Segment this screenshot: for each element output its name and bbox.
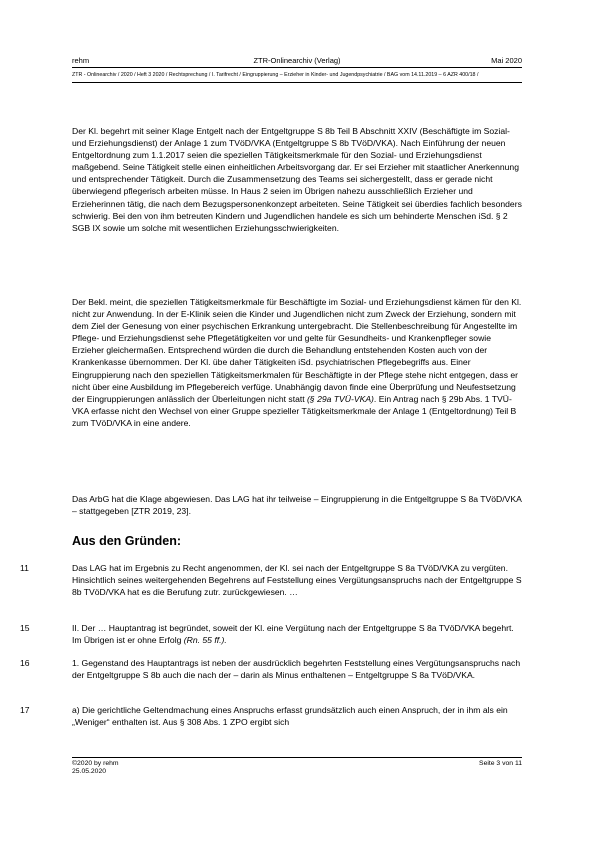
footer-copyright bbox=[72, 760, 119, 777]
numbered-paragraph-reference: (Rn. 55 ff.). bbox=[183, 635, 227, 646]
numbered-paragraph bbox=[72, 562, 522, 598]
numbered-paragraph bbox=[72, 704, 522, 728]
footer-page-number: Seite 3 von 11 bbox=[479, 760, 522, 767]
section-title: Aus den Gründen: bbox=[72, 534, 182, 548]
margin-number: 15 bbox=[20, 623, 30, 633]
margin-number: 11 bbox=[20, 563, 29, 573]
page-footer bbox=[72, 757, 522, 777]
header-archive-title: ZTR-Onlinearchiv (Verlag) bbox=[253, 56, 341, 65]
header-date: Mai 2020 bbox=[491, 56, 522, 65]
paragraph-defendant-part1: Der Bekl. meint, die speziellen Tätigkeitsmerkmale für Beschäftigte im Sozial- und Erziehungsdienst kämen für den Kl. nicht zur Anwendung. In der E-Klinik seien die Kinder und Jugendlichen nicht zum Zweck der Erziehung, sondern mit dem Ziel der Genesung von einer psychischen Erkrankung untergebracht. Die Stellenbeschreibung für Angestellte im Pflege- und Erziehungsdienst sehe Pflegetätigkeiten vor und gelte für Gesundheits- und Krankenpfleger sowie Erzieher gleichermaßen. Entsprechend würden die durch die Behandlung entstehenden Kosten auch von der Krankenkasse übernommen. Der Kl. übe daher Tätigkeiten iSd. psychiatrischen Pflegebegriffs aus. Einer Eingruppierung nach den speziellen Tätigkeitsmerkmalen für Beschäftigte in der Pflege stehe nicht entgegen, dass er nicht über eine Ausbildung im Pflegebereich verfüge. Unabhängig davon finde eine Überprüfung und Neufestsetzung der Eingruppierungen anlässlich der Überleitungen nicht statt bbox=[72, 297, 522, 404]
paragraph-defendant-reference: (§ 29a TVÜ-VKA) bbox=[307, 393, 374, 404]
paragraph-procedural-history: Das ArbG hat die Klage abgewiesen. Das LAG hat ihr teilweise – Eingruppierung in die Entgeltgruppe S 8a TVöD/VKA – stattgegeben [ZTR 2019, 23]. bbox=[72, 494, 522, 517]
numbered-paragraph bbox=[72, 622, 522, 646]
paragraph-claimant: Der Kl. begehrt mit seiner Klage Entgelt nach der Entgeltgruppe S 8b Teil B Abschnitt XXIV (Beschäftigte im Sozial- und Erziehungsdienst) der Anlage 1 zum TVöD/VKA (Entgeltgruppe S 8b TVöD/VKA). Nach Einführung der neuen Entgeltordnung zum 1.1.2017 seien die speziellen Tätigkeitsmerkmale für den Sozial- und Erziehungsdienst maßgebend. Seine Tätigkeit stelle einen einheitlichen Arbeitsvorgang dar. Er sei Erzieher mit staatlicher Anerkennung und entsprechender Tätigkeit. Durch die Zusammensetzung des Teams sei sichergestellt, dass er gerade nicht überwiegend pflegerisch arbeiten müsse. In Haus 2 seien im Übrigen nahezu ausschließlich Erzieher und Erzieherinnen tätig, die nach dem Bezugspersonenkonzept arbeiteten. Seine Tätigkeit sei überdies fachlich besonders schwierig. Bei den von ihm betreuten Kindern und Jugendlichen handele es sich um behinderte Menschen iSd. § 2 SGB IX sowie um solche mit wesentlichen Erziehungsschwierigkeiten. bbox=[72, 126, 522, 233]
paragraph-defendant bbox=[72, 296, 522, 429]
numbered-paragraph-text: 1. Gegenstand des Hauptantrags ist neben der ausdrücklich begehrten Feststellung eines Vergütungsanspruchs nach der Entgeltgruppe S 8b auch die nach der – darin als Minus enthaltenen – Entgeltgruppe S 8a TVöD/VKA. bbox=[72, 658, 521, 681]
numbered-paragraph-text: a) Die gerichtliche Geltendmachung eines Anspruchs erfasst grundsätzlich auch einen Anspruch, der in ihm als ein „Weniger“ enthalten ist. Aus § 308 Abs. 1 ZPO ergibt sich bbox=[72, 705, 508, 728]
numbered-paragraph bbox=[72, 657, 522, 681]
footer-copyright-line: ©2020 by rehm bbox=[72, 760, 119, 767]
paragraph-defendant-part2: . Ein Antrag nach § 29b Abs. 1 TVÜ-VKA erfasse nicht den Wechsel von einer Gruppe spezieller Tätigkeitsmerkmale der Anlage 1 (Entgeltordnung) Teil B zum TVöD/VKA in eine andere. bbox=[72, 393, 517, 428]
numbered-paragraph-text: Das LAG hat im Ergebnis zu Recht angenommen, der Kl. sei nach der Entgeltgruppe S 8a TVöD/VKA zu vergüten. Hinsichtlich seines weitergehenden Begehrens auf Feststellung eines Vergütungsanspruchs nach der Entgeltgruppe S 8b TVöD/VKA hat es die Berufung zutr. zurückgewiesen. … bbox=[72, 563, 522, 598]
margin-number: 17 bbox=[20, 705, 30, 715]
footer-print-date: 25.05.2020 bbox=[72, 768, 107, 776]
numbered-paragraph-text: II. Der … Hauptantrag ist begründet, soweit der Kl. eine Vergütung nach der Entgeltgruppe S 8a TVöD/VKA begehrt. Im Übrigen ist er ohne Erfolg bbox=[72, 623, 514, 646]
header-publisher: rehm bbox=[72, 56, 90, 65]
margin-number: 16 bbox=[20, 658, 30, 668]
breadcrumb: ZTR - Onlinearchiv / 2020 / Heft 3 2020 / Rechtsprechung / I. Tarifrecht / Eingruppierung – Erzieher in Kinder- und Jugendpsychiatrie / BAG vom 14.11.2019 – 6 AZR 400/18 / bbox=[72, 67, 522, 83]
